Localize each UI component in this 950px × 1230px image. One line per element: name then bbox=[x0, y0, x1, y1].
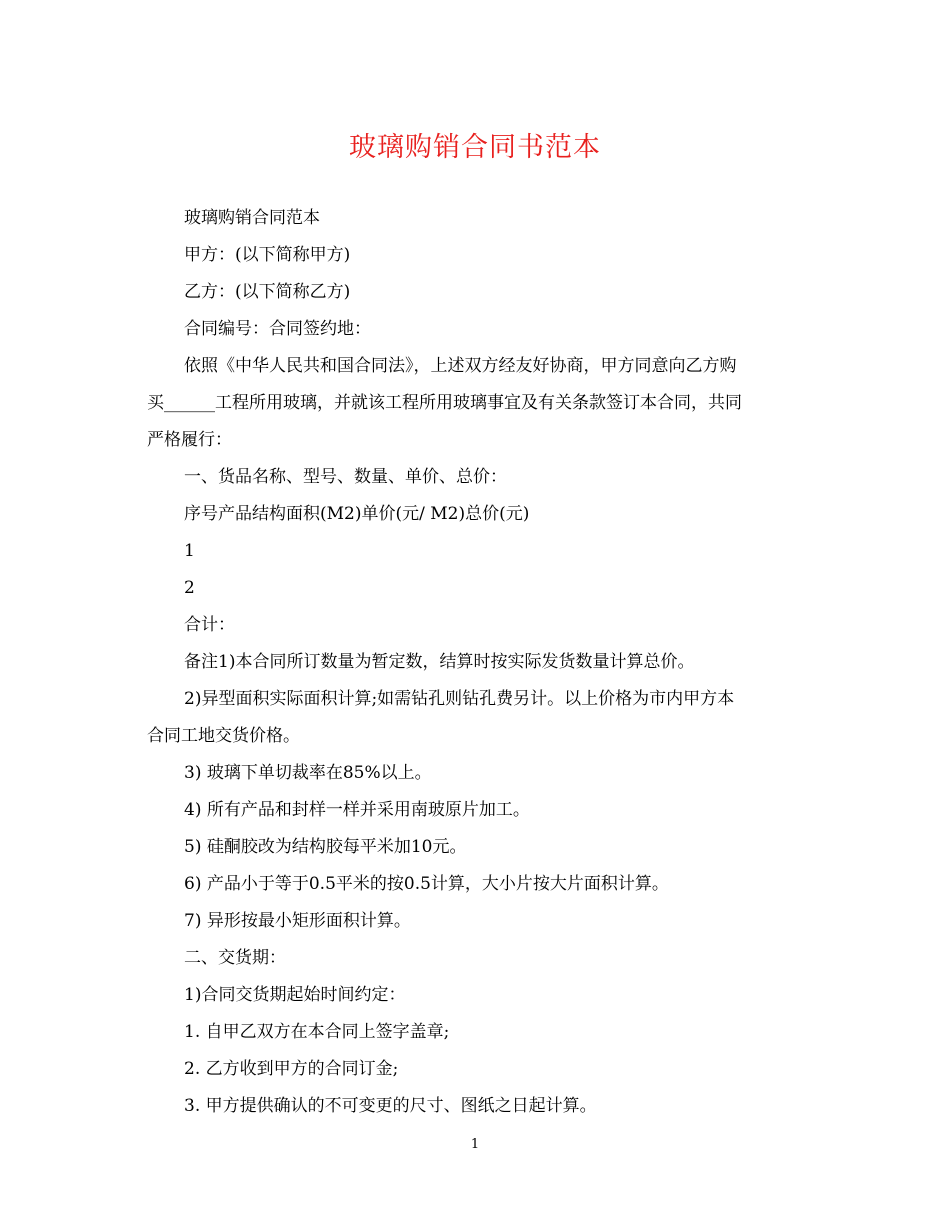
paragraph-line: 1)合同交货期起始时间约定： bbox=[184, 985, 406, 1005]
note-line: 备注1)本合同所订数量为暂定数，结算时按实际发货数量计算总价。 bbox=[184, 652, 695, 672]
paragraph-line: 买______工程所用玻璃，并就该工程所用玻璃事宜及有关条款签订本合同，共同 bbox=[147, 393, 742, 413]
note-line: 7) 异形按最小矩形面积计算。 bbox=[184, 911, 411, 931]
list-item: 3. 甲方提供确认的不可变更的尺寸、图纸之日起计算。 bbox=[184, 1096, 597, 1116]
paragraph-line: 依照《中华人民共和国合同法》，上述双方经友好协商，甲方同意向乙方购 bbox=[184, 356, 737, 376]
note-line: 3) 玻璃下单切裁率在85%以上。 bbox=[184, 763, 432, 783]
paragraph-line: 合同编号：合同签约地： bbox=[184, 319, 371, 339]
paragraph-line: 玻璃购销合同范本 bbox=[184, 208, 320, 228]
note-line: 5) 硅酮胶改为结构胶每平米加10元。 bbox=[184, 837, 467, 857]
document-body bbox=[147, 200, 807, 1125]
document-title: 玻璃购销合同书范本 bbox=[349, 132, 601, 163]
table-row-number: 1 bbox=[184, 541, 195, 561]
note-line: 2)异型面积实际面积计算;如需钻孔则钻孔费另计。以上价格为市内甲方本 bbox=[184, 689, 735, 709]
paragraph-line: 甲方：(以下简称甲方) bbox=[184, 245, 351, 265]
page-number: 1 bbox=[470, 1137, 480, 1152]
section-heading: 二、交货期： bbox=[184, 948, 286, 968]
section-heading: 一、货品名称、型号、数量、单价、总价： bbox=[184, 467, 507, 487]
note-line: 6) 产品小于等于0.5平米的按0.5计算，大小片按大片面积计算。 bbox=[184, 874, 669, 894]
total-line: 合计： bbox=[184, 615, 235, 635]
list-item: 2. 乙方收到甲方的合同订金; bbox=[184, 1059, 399, 1079]
note-line: 合同工地交货价格。 bbox=[147, 726, 300, 746]
list-item: 1. 自甲乙双方在本合同上签字盖章; bbox=[184, 1022, 450, 1042]
paragraph-line: 严格履行： bbox=[147, 430, 232, 450]
table-row-number: 2 bbox=[184, 578, 195, 598]
paragraph-line: 乙方：(以下简称乙方) bbox=[184, 282, 351, 302]
table-header-line: 序号产品结构面积(M2)单价(元/ M2)总价(元) bbox=[184, 504, 530, 524]
note-line: 4) 所有产品和封样一样并采用南玻原片加工。 bbox=[184, 800, 530, 820]
